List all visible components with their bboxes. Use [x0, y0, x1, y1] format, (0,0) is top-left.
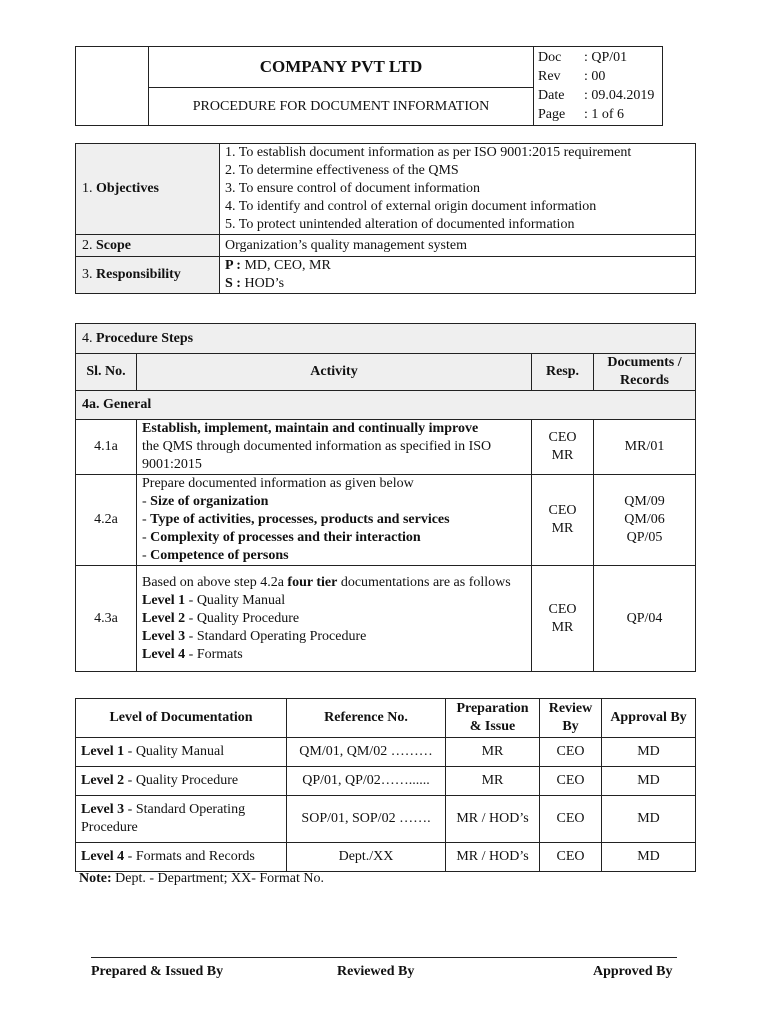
objectives-label: 1. Objectives: [76, 144, 220, 235]
meta-date: Date : 09.04.2019: [538, 88, 655, 103]
level-cell: Level 2 - Quality Procedure: [76, 767, 287, 796]
level-cell: Level 1 - Quality Manual: [76, 738, 287, 767]
reviewed-by-label: Reviewed By: [337, 964, 415, 979]
approval-cell: MD: [602, 843, 696, 872]
bullet-item: - Competence of persons: [142, 548, 289, 563]
procedure-title: PROCEDURE FOR DOCUMENT INFORMATION: [149, 88, 534, 126]
column-preparation: Preparation & Issue: [446, 699, 540, 738]
step-number: 4.3a: [76, 566, 137, 672]
objectives-row: [76, 144, 696, 235]
scope-row: [76, 235, 696, 257]
step-resp: CEO MR: [532, 566, 594, 672]
preparation-cell: MR: [446, 767, 540, 796]
footnote: Note: Dept. - Department; XX- Format No.: [79, 871, 324, 886]
preparation-cell: MR: [446, 738, 540, 767]
level-item: Level 3 - Standard Operating Procedure: [142, 628, 367, 644]
procedure-steps-table: [75, 323, 696, 672]
table-row: [76, 843, 696, 872]
responsibility-value: [220, 257, 696, 294]
objectives-table: [75, 143, 696, 294]
table-row: [76, 420, 696, 475]
step-number: 4.2a: [76, 475, 137, 566]
step-number: 4.1a: [76, 420, 137, 475]
level-item: Level 1 - Quality Manual: [142, 592, 286, 608]
approved-by-label: Approved By: [593, 964, 673, 979]
review-cell: CEO: [540, 843, 602, 872]
level-cell: Level 3 - Standard Operating Procedure: [76, 796, 287, 843]
scope-label: 2. Scope: [76, 235, 220, 257]
review-cell: CEO: [540, 796, 602, 843]
procedure-title-row: [76, 324, 696, 354]
column-resp: Resp.: [532, 354, 594, 391]
procedure-steps-heading: 4. Procedure Steps: [76, 324, 696, 354]
meta-rev: Rev : 00: [538, 69, 606, 84]
meta-doc: Doc : QP/01: [538, 50, 628, 65]
step-resp: CEO MR: [532, 420, 594, 475]
objectives-list: [220, 144, 696, 235]
objective-item: 5. To protect unintended alteration of documented information: [225, 217, 575, 232]
column-documents: Documents / Records: [594, 354, 696, 391]
approval-cell: MD: [602, 796, 696, 843]
responsibility-row: [76, 257, 696, 294]
document-meta: [534, 47, 663, 126]
documentation-levels-table: [75, 698, 696, 872]
objective-item: 3. To ensure control of document information: [225, 181, 480, 196]
section-general: 4a. General: [76, 391, 696, 420]
bullet-item: - Type of activities, processes, products and services: [142, 512, 450, 527]
responsibility-primary: P : MD, CEO, MR: [225, 258, 331, 273]
review-cell: CEO: [540, 767, 602, 796]
column-review: Review By: [540, 699, 602, 738]
level-cell: Level 4 - Formats and Records: [76, 843, 287, 872]
objective-item: 1. To establish document information as per ISO 9001:2015 requirement: [225, 145, 632, 160]
reference-cell: Dept./XX: [287, 843, 446, 872]
step-activity: Establish, implement, maintain and continually improve the QMS through documented information as specified in ISO 9001:2015: [137, 420, 532, 475]
column-level: Level of Documentation: [76, 699, 287, 738]
scope-value: Organization’s quality management system: [220, 235, 696, 257]
column-sl-no: Sl. No.: [76, 354, 137, 391]
table-row: [76, 738, 696, 767]
reference-cell: QP/01, QP/02……......: [287, 767, 446, 796]
reference-cell: SOP/01, SOP/02 …….: [287, 796, 446, 843]
step-documents: QM/09 QM/06 QP/05: [594, 475, 696, 566]
document-header: [75, 46, 663, 126]
table-row: [76, 566, 696, 672]
levels-header-row: [76, 699, 696, 738]
company-name: COMPANY PVT LTD: [149, 47, 534, 88]
step-resp: CEO MR: [532, 475, 594, 566]
responsibility-label: 3. Responsibility: [76, 257, 220, 294]
bullet-item: - Complexity of processes and their interaction: [142, 530, 421, 545]
prepared-by-label: Prepared & Issued By: [91, 964, 224, 979]
objective-item: 4. To identify and control of external origin document information: [225, 199, 597, 214]
logo-placeholder: [76, 47, 149, 126]
table-row: [76, 767, 696, 796]
responsibility-secondary: S : HOD’s: [225, 276, 285, 291]
step-activity: Prepare documented information as given below - Size of organization - Type of activities, processes, products and services - Complexity of processes and their interaction - Competence of persons: [137, 475, 532, 566]
bullet-item: - Size of organization: [142, 494, 269, 509]
reference-cell: QM/01, QM/02 ………: [287, 738, 446, 767]
column-activity: Activity: [137, 354, 532, 391]
procedure-header-row: [76, 354, 696, 391]
preparation-cell: MR / HOD’s: [446, 796, 540, 843]
review-cell: CEO: [540, 738, 602, 767]
step-activity: Based on above step 4.2a four tier documentations are as follows Level 1 - Quality Manual Level 2 - Quality Procedure Level 3 - Standard Operating Procedure Level 4 - Formats: [137, 566, 532, 672]
objective-item: 2. To determine effectiveness of the QMS: [225, 163, 459, 178]
step-documents: QP/04: [594, 566, 696, 672]
meta-page: Page : 1 of 6: [538, 107, 625, 122]
level-item: Level 4 - Formats: [142, 646, 243, 662]
table-row: [76, 796, 696, 843]
preparation-cell: MR / HOD’s: [446, 843, 540, 872]
approval-cell: MD: [602, 767, 696, 796]
approval-cell: MD: [602, 738, 696, 767]
table-row: [76, 475, 696, 566]
section-row: [76, 391, 696, 420]
column-approval: Approval By: [602, 699, 696, 738]
level-item: Level 2 - Quality Procedure: [142, 610, 300, 626]
step-documents: MR/01: [594, 420, 696, 475]
signature-divider: [91, 957, 677, 958]
column-reference: Reference No.: [287, 699, 446, 738]
